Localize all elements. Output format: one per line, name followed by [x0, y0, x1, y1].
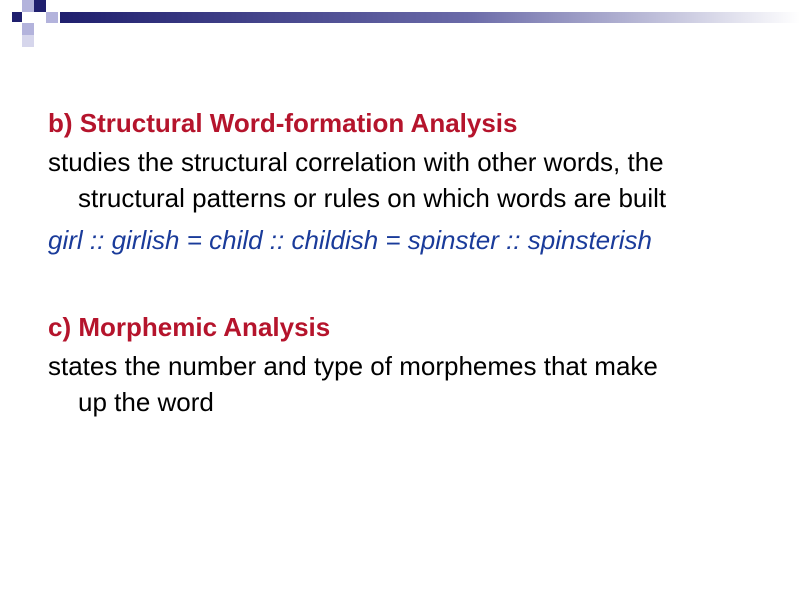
- section-c-description-line2: up the word: [78, 387, 214, 417]
- header-square-dark: [34, 0, 46, 12]
- section-b-description: [48, 144, 788, 216]
- header-square-lavender-top: [22, 0, 34, 12]
- section-c-description: [48, 348, 788, 420]
- header-square-small-dark: [12, 12, 22, 22]
- slide-content: [48, 106, 788, 420]
- section-b-description-line1: studies the structural correlation with other words, the: [48, 147, 664, 177]
- slide-header-decoration: [0, 0, 800, 50]
- section-c-heading: c) Morphemic Analysis: [48, 312, 331, 342]
- header-gradient-band: [60, 12, 800, 23]
- header-square-lavender-mid: [22, 23, 34, 35]
- header-square-lavender-right: [46, 12, 58, 23]
- header-square-light-bottom: [22, 35, 34, 47]
- section-spacer: [48, 258, 788, 310]
- section-b-heading: b) Structural Word-formation Analysis: [48, 108, 518, 138]
- section-b-description-line2: structural patterns or rules on which words are built: [78, 183, 667, 213]
- section-c-description-line1: states the number and type of morphemes that make: [48, 351, 658, 381]
- section-b-example: girl :: girlish = child :: childish = spinster :: spinsterish: [48, 225, 653, 255]
